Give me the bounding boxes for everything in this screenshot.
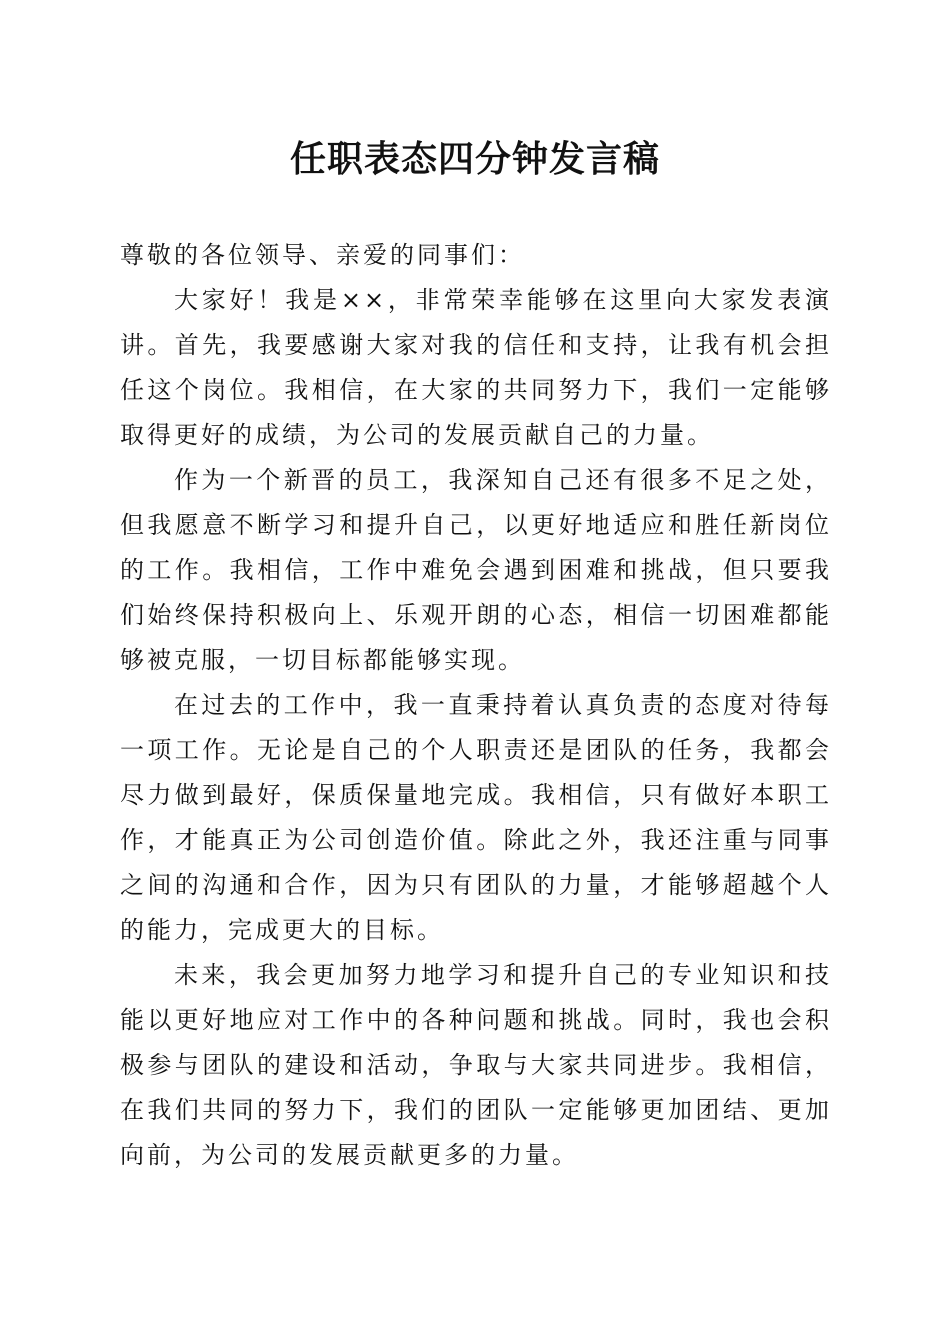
- paragraph-1: 大家好！我是××，非常荣幸能够在这里向大家发表演讲。首先，我要感谢大家对我的信任和支持，让我有机会担任这个岗位。我相信，在大家的共同努力下，我们一定能够取得更好的成绩，为公司的发展贡献自己的力量。: [120, 286, 832, 449]
- paragraph-4: 未来，我会更加努力地学习和提升自己的专业知识和技能以更好地应对工作中的各种问题和挑战。同时，我也会积极参与团队的建设和活动，争取与大家共同进步。我相信，在我们共同的努力下，我们的团队一定能够更加团结、更加向前，为公司的发展贡献更多的力量。: [120, 961, 832, 1169]
- salutation: 尊敬的各位领导、亲爱的同事们：: [120, 241, 525, 269]
- document-body: [120, 233, 832, 1178]
- paragraph-2: 作为一个新晋的员工，我深知自己还有很多不足之处，但我愿意不断学习和提升自己，以更好地适应和胜任新岗位的工作。我相信，工作中难免会遇到困难和挑战，但只要我们始终保持积极向上、乐观开朗的心态，相信一切困难都能够被克服，一切目标都能够实现。: [120, 466, 832, 674]
- document-title: 任职表态四分钟发言稿: [289, 138, 660, 180]
- paragraph-3: 在过去的工作中，我一直秉持着认真负责的态度对待每一项工作。无论是自己的个人职责还是团队的任务，我都会尽力做到最好，保质保量地完成。我相信，只有做好本职工作，才能真正为公司创造价值。除此之外，我还注重与同事之间的沟通和合作，因为只有团队的力量，才能够超越个人的能力，完成更大的目标。: [120, 691, 832, 944]
